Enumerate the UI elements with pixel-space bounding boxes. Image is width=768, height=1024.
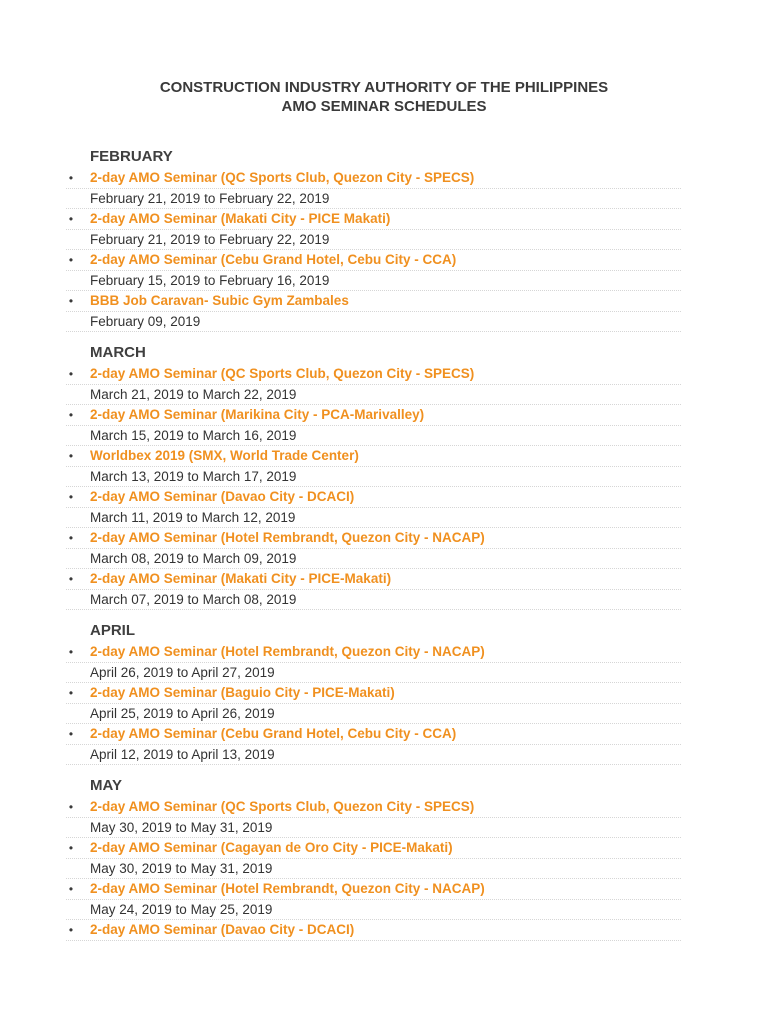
event-title-link[interactable]: 2-day AMO Seminar (Makati City - PICE-Makati): [90, 571, 392, 586]
event-item: [66, 487, 681, 528]
bullet-icon: •: [68, 449, 74, 463]
event-item: [66, 683, 681, 724]
event-date: February 21, 2019 to February 22, 2019: [66, 189, 681, 209]
event-title-link[interactable]: 2-day AMO Seminar (QC Sports Club, Quezon City - SPECS): [90, 170, 475, 185]
bullet-icon: •: [68, 212, 74, 226]
event-item: [66, 446, 681, 487]
event-item: [66, 405, 681, 446]
event-title-row: [66, 724, 681, 745]
bullet-icon: •: [68, 367, 74, 381]
bullet-icon: •: [68, 882, 74, 896]
month-section-may: [66, 775, 681, 941]
event-date: May 30, 2019 to May 31, 2019: [66, 859, 681, 879]
event-title-row: [66, 487, 681, 508]
event-date: February 21, 2019 to February 22, 2019: [66, 230, 681, 250]
bullet-icon: •: [68, 490, 74, 504]
event-title-link[interactable]: 2-day AMO Seminar (Marikina City - PCA-Marivalley): [90, 407, 425, 422]
event-date: March 07, 2019 to March 08, 2019: [66, 590, 681, 610]
event-item: [66, 168, 681, 209]
event-item: [66, 364, 681, 405]
event-item: [66, 569, 681, 610]
bullet-icon: •: [68, 253, 74, 267]
event-date: February 15, 2019 to February 16, 2019: [66, 271, 681, 291]
event-date: March 13, 2019 to March 17, 2019: [66, 467, 681, 487]
event-title-link[interactable]: 2-day AMO Seminar (Davao City - DCACI): [90, 922, 355, 937]
event-title-row: [66, 291, 681, 312]
event-item: [66, 291, 681, 332]
event-date: April 25, 2019 to April 26, 2019: [66, 704, 681, 724]
event-item: [66, 879, 681, 920]
event-date: May 24, 2019 to May 25, 2019: [66, 900, 681, 920]
event-title-link[interactable]: 2-day AMO Seminar (Cebu Grand Hotel, Cebu City - CCA): [90, 252, 457, 267]
event-title-row: [66, 797, 681, 818]
event-title-row: [66, 569, 681, 590]
event-title-link[interactable]: 2-day AMO Seminar (Hotel Rembrandt, Quezon City - NACAP): [90, 881, 485, 896]
event-item: [66, 797, 681, 838]
event-title-row: [66, 879, 681, 900]
bullet-icon: •: [68, 727, 74, 741]
event-date: March 11, 2019 to March 12, 2019: [66, 508, 681, 528]
event-date: March 08, 2019 to March 09, 2019: [66, 549, 681, 569]
bullet-icon: •: [68, 408, 74, 422]
event-item: [66, 528, 681, 569]
month-section-march: [66, 342, 681, 610]
event-title-link[interactable]: 2-day AMO Seminar (Makati City - PICE Makati): [90, 211, 391, 226]
event-item: [66, 209, 681, 250]
event-title-link[interactable]: 2-day AMO Seminar (Hotel Rembrandt, Quezon City - NACAP): [90, 530, 485, 545]
event-list: [66, 168, 681, 332]
event-date: April 12, 2019 to April 13, 2019: [66, 745, 681, 765]
bullet-icon: •: [68, 171, 74, 185]
event-title-link[interactable]: 2-day AMO Seminar (Hotel Rembrandt, Quezon City - NACAP): [90, 644, 485, 659]
event-item: [66, 838, 681, 879]
event-list: [66, 364, 681, 610]
event-title-link[interactable]: 2-day AMO Seminar (Davao City - DCACI): [90, 489, 355, 504]
event-title-row: [66, 405, 681, 426]
event-date: March 15, 2019 to March 16, 2019: [66, 426, 681, 446]
event-title-link[interactable]: 2-day AMO Seminar (Cebu Grand Hotel, Cebu City - CCA): [90, 726, 457, 741]
month-section-april: [66, 620, 681, 765]
schedule-content: [66, 146, 681, 941]
event-title-link[interactable]: 2-day AMO Seminar (Baguio City - PICE-Makati): [90, 685, 395, 700]
event-title-row: [66, 446, 681, 467]
bullet-icon: •: [68, 645, 74, 659]
event-list: [66, 797, 681, 941]
event-title-row: [66, 920, 681, 941]
month-heading: APRIL: [90, 622, 135, 639]
event-title-row: [66, 168, 681, 189]
bullet-icon: •: [68, 686, 74, 700]
bullet-icon: •: [68, 572, 74, 586]
page-header: [0, 78, 768, 116]
bullet-icon: •: [68, 841, 74, 855]
event-title-row: [66, 364, 681, 385]
bullet-icon: •: [68, 531, 74, 545]
event-date: February 09, 2019: [66, 312, 681, 332]
event-title-row: [66, 683, 681, 704]
event-date: March 21, 2019 to March 22, 2019: [66, 385, 681, 405]
event-title-link[interactable]: 2-day AMO Seminar (Cagayan de Oro City - PICE-Makati): [90, 840, 453, 855]
event-list: [66, 642, 681, 765]
event-title-link[interactable]: 2-day AMO Seminar (QC Sports Club, Quezon City - SPECS): [90, 799, 475, 814]
month-heading: MARCH: [90, 344, 146, 361]
page-subtitle: AMO SEMINAR SCHEDULES: [281, 98, 487, 115]
page-title: CONSTRUCTION INDUSTRY AUTHORITY OF THE PHILIPPINES: [159, 79, 609, 96]
event-title-row: [66, 838, 681, 859]
event-title-row: [66, 209, 681, 230]
event-item: [66, 642, 681, 683]
bullet-icon: •: [68, 294, 74, 308]
event-title-row: [66, 642, 681, 663]
event-item: [66, 250, 681, 291]
event-title-link[interactable]: BBB Job Caravan- Subic Gym Zambales: [90, 293, 349, 308]
month-heading: MAY: [90, 777, 122, 794]
event-title-link[interactable]: 2-day AMO Seminar (QC Sports Club, Quezon City - SPECS): [90, 366, 475, 381]
event-title-link[interactable]: Worldbex 2019 (SMX, World Trade Center): [90, 448, 359, 463]
event-item: [66, 920, 681, 941]
month-heading: FEBRUARY: [90, 148, 173, 165]
event-title-row: [66, 250, 681, 271]
month-section-february: [66, 146, 681, 332]
bullet-icon: •: [68, 923, 74, 937]
event-date: April 26, 2019 to April 27, 2019: [66, 663, 681, 683]
event-item: [66, 724, 681, 765]
event-title-row: [66, 528, 681, 549]
event-date: May 30, 2019 to May 31, 2019: [66, 818, 681, 838]
bullet-icon: •: [68, 800, 74, 814]
